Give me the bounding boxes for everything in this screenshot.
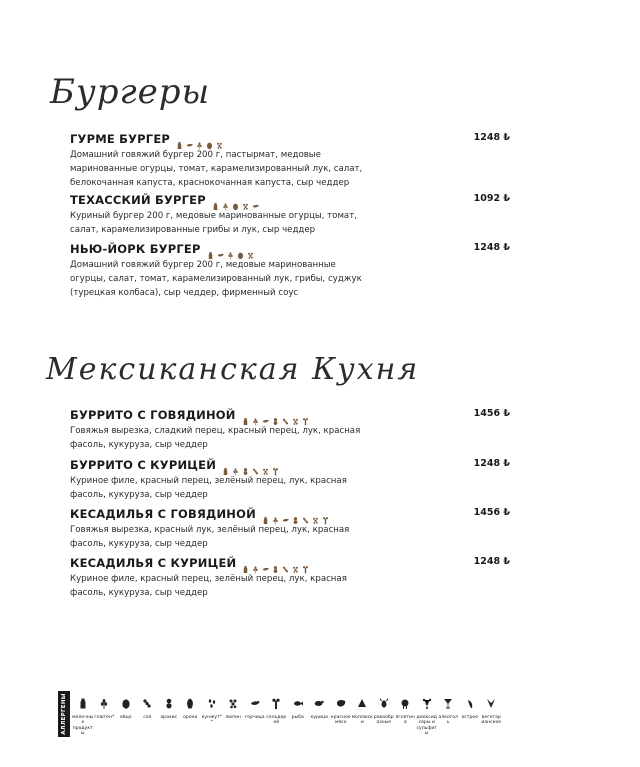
legend-item-label: диоксид серы и сульфиты bbox=[416, 715, 437, 737]
gluten-icon bbox=[272, 510, 279, 519]
legend-item-label: горчица bbox=[244, 715, 265, 720]
lupin-icon bbox=[312, 510, 319, 519]
fish-icon bbox=[293, 694, 303, 713]
item-name: ГУРМЕ БУРГЕР bbox=[70, 132, 170, 146]
lupin-icon bbox=[216, 135, 223, 144]
legend-item-label: сельдерей bbox=[266, 715, 287, 726]
soy-icon bbox=[252, 461, 259, 470]
legend-item bbox=[330, 694, 352, 737]
item-price: 1456 ₺ bbox=[473, 507, 510, 518]
legend-item bbox=[244, 694, 266, 737]
item-description: Куриное филе, красный перец, зелёный перец, лук, красная фасоль, кукуруза, сыр чеддер bbox=[70, 574, 347, 598]
legend-item-label: орехи bbox=[183, 715, 198, 720]
chicken-icon bbox=[314, 694, 324, 713]
gluten-icon bbox=[232, 461, 239, 470]
mustard-icon bbox=[186, 135, 193, 144]
legend-item bbox=[266, 694, 288, 737]
item-price: 1248 ₺ bbox=[473, 556, 510, 567]
legend-item bbox=[72, 694, 94, 737]
item-description: Куриное филе, красный перец, зелёный перец, лук, красная фасоль, кукуруза, сыр чеддер bbox=[70, 476, 347, 500]
legend-item bbox=[481, 694, 503, 737]
item-name: КЕСАДИЛЬЯ С ГОВЯДИНОЙ bbox=[70, 507, 256, 521]
legend-item-label: яйцо bbox=[119, 715, 132, 720]
celery-icon bbox=[302, 411, 309, 420]
item-name: БУРРИТО С КУРИЦЕЙ bbox=[70, 458, 217, 472]
lupin-icon bbox=[228, 694, 238, 713]
allergen-icons bbox=[242, 411, 309, 420]
item-name: НЬЮ-ЙОРК БУРГЕР bbox=[70, 242, 201, 256]
milk-icon bbox=[242, 559, 249, 568]
menu-item bbox=[70, 457, 510, 502]
legend-item bbox=[309, 694, 331, 737]
item-name: БУРРИТО С ГОВЯДИНОЙ bbox=[70, 408, 236, 422]
legend-item-label: люпин bbox=[225, 715, 242, 720]
item-price: 1248 ₺ bbox=[473, 242, 510, 253]
legend-item-label: глютен* bbox=[94, 715, 115, 720]
legend-item-label: арахис bbox=[160, 715, 178, 720]
gluten-icon bbox=[227, 245, 234, 254]
lupin-icon bbox=[247, 245, 254, 254]
legend-item-label: соя bbox=[143, 715, 152, 720]
legend-item-label: алкоголь bbox=[438, 715, 458, 726]
legend-item-label: ягнятина bbox=[395, 715, 416, 726]
sesame-icon bbox=[207, 694, 217, 713]
menu-item bbox=[70, 407, 510, 452]
soy-icon bbox=[142, 694, 152, 713]
item-description: Говяжья вырезка, красный лук, зелёный перец, лук, красная фасоль, кукуруза, сыр чеддер bbox=[70, 525, 350, 549]
egg-icon bbox=[237, 245, 244, 254]
section-title-mexican: Мексиканская Кухня bbox=[46, 352, 420, 387]
item-description: Говяжья вырезка, сладкий перец, красный перец, лук, красная фасоль, кукуруза, сыр чеддер bbox=[70, 426, 361, 450]
legend-item bbox=[287, 694, 309, 737]
gluten-icon bbox=[252, 411, 259, 420]
item-name: КЕСАДИЛЬЯ С КУРИЦЕЙ bbox=[70, 556, 237, 570]
soy-icon bbox=[282, 411, 289, 420]
peanut-icon bbox=[292, 510, 299, 519]
item-price: 1092 ₺ bbox=[473, 193, 510, 204]
milk-icon bbox=[212, 196, 219, 205]
mustard-icon bbox=[252, 196, 259, 205]
legend-item bbox=[352, 694, 374, 737]
mustard-icon bbox=[282, 510, 289, 519]
legend-item bbox=[459, 694, 481, 737]
milk-icon bbox=[207, 245, 214, 254]
legend-item bbox=[373, 694, 395, 737]
menu-item bbox=[70, 506, 510, 551]
egg-icon bbox=[206, 135, 213, 144]
lamb-icon bbox=[400, 694, 410, 713]
menu-item bbox=[70, 131, 510, 190]
legend-item-label: красное мясо bbox=[330, 715, 351, 726]
legend-item bbox=[158, 694, 180, 737]
item-price: 1456 ₺ bbox=[473, 408, 510, 419]
allergen-icons bbox=[207, 245, 254, 254]
item-price: 1248 ₺ bbox=[473, 458, 510, 469]
celery-icon bbox=[302, 559, 309, 568]
alcohol-icon bbox=[443, 694, 453, 713]
peanut-icon bbox=[272, 559, 279, 568]
allergen-icons bbox=[176, 135, 223, 144]
legend-item bbox=[94, 694, 116, 737]
legend-item-label: рыба bbox=[291, 715, 304, 720]
celery-icon bbox=[271, 694, 281, 713]
legend-item bbox=[438, 694, 460, 737]
allergen-legend-tab bbox=[58, 691, 70, 737]
allergen-icons bbox=[262, 510, 329, 519]
legend-item bbox=[223, 694, 245, 737]
legend-item bbox=[137, 694, 159, 737]
legend-item-label: молочные продукты bbox=[72, 715, 94, 737]
peanut-icon bbox=[242, 461, 249, 470]
egg-icon bbox=[121, 694, 131, 713]
lupin-icon bbox=[292, 411, 299, 420]
crustacean-icon bbox=[379, 694, 389, 713]
item-description: Домашний говяжий бургер 200 г, пастырмат, медовые маринованные огурцы, томат, карамелизированный лук, салат, белокочанная капуста, краснокочанная капуста, сыр чеддер bbox=[70, 150, 363, 188]
legend-item-label: острое bbox=[461, 715, 479, 720]
legend-item bbox=[115, 694, 137, 737]
mustard-icon bbox=[262, 559, 269, 568]
menu-item bbox=[70, 555, 510, 600]
menu-item bbox=[70, 192, 510, 237]
peanut-icon bbox=[272, 411, 279, 420]
item-description: Куриный бургер 200 г, медовые маринованные огурцы, томат, салат, карамелизированные грибы и лук, сыр чеддер bbox=[70, 211, 357, 235]
allergen-legend-title: АЛЛЕРГЕНЫ bbox=[61, 693, 67, 735]
nut-icon bbox=[185, 694, 195, 713]
egg-icon bbox=[232, 196, 239, 205]
menu-item bbox=[70, 241, 510, 300]
milk-icon bbox=[262, 510, 269, 519]
gluten-icon bbox=[222, 196, 229, 205]
vegan-icon bbox=[486, 694, 496, 713]
peanut-icon bbox=[164, 694, 174, 713]
celery-icon bbox=[322, 510, 329, 519]
item-price: 1248 ₺ bbox=[473, 132, 510, 143]
legend-item-label: моллюски bbox=[351, 715, 373, 726]
legend-item-label: кунжут** bbox=[201, 715, 222, 726]
gluten-icon bbox=[252, 559, 259, 568]
lupin-icon bbox=[242, 196, 249, 205]
soy-icon bbox=[282, 559, 289, 568]
gluten-icon bbox=[196, 135, 203, 144]
spicy-icon bbox=[465, 694, 475, 713]
milk-icon bbox=[78, 694, 88, 713]
legend-item-label: курица bbox=[310, 715, 328, 720]
legend-item bbox=[180, 694, 202, 737]
mustard-icon bbox=[250, 694, 260, 713]
gluten-icon bbox=[99, 694, 109, 713]
celery-icon bbox=[272, 461, 279, 470]
item-name: ТЕХАССКИЙ БУРГЕР bbox=[70, 193, 206, 207]
sulphite-icon bbox=[422, 694, 432, 713]
allergen-legend bbox=[72, 694, 502, 737]
legend-item-label: вегетарианское bbox=[481, 715, 502, 726]
item-description: Домашний говяжий бургер 200 г, медовые маринованные огурцы, салат, томат, карамелизированный лук, грибы, суджук (турецкая колбаса), сыр чеддер, фирменный соус bbox=[70, 260, 362, 298]
mustard-icon bbox=[217, 245, 224, 254]
legend-item bbox=[201, 694, 223, 737]
soy-icon bbox=[302, 510, 309, 519]
lupin-icon bbox=[262, 461, 269, 470]
milk-icon bbox=[242, 411, 249, 420]
allergen-icons bbox=[222, 461, 279, 470]
section-title-burgers: Бургеры bbox=[50, 72, 211, 112]
milk-icon bbox=[222, 461, 229, 470]
legend-item bbox=[395, 694, 417, 737]
legend-item bbox=[416, 694, 438, 737]
legend-item-label: ракообразные bbox=[373, 715, 394, 726]
mollusc-icon bbox=[357, 694, 367, 713]
mustard-icon bbox=[262, 411, 269, 420]
allergen-icons bbox=[242, 559, 309, 568]
milk-icon bbox=[176, 135, 183, 144]
red-meat-icon bbox=[336, 694, 346, 713]
allergen-icons bbox=[212, 196, 259, 205]
lupin-icon bbox=[292, 559, 299, 568]
